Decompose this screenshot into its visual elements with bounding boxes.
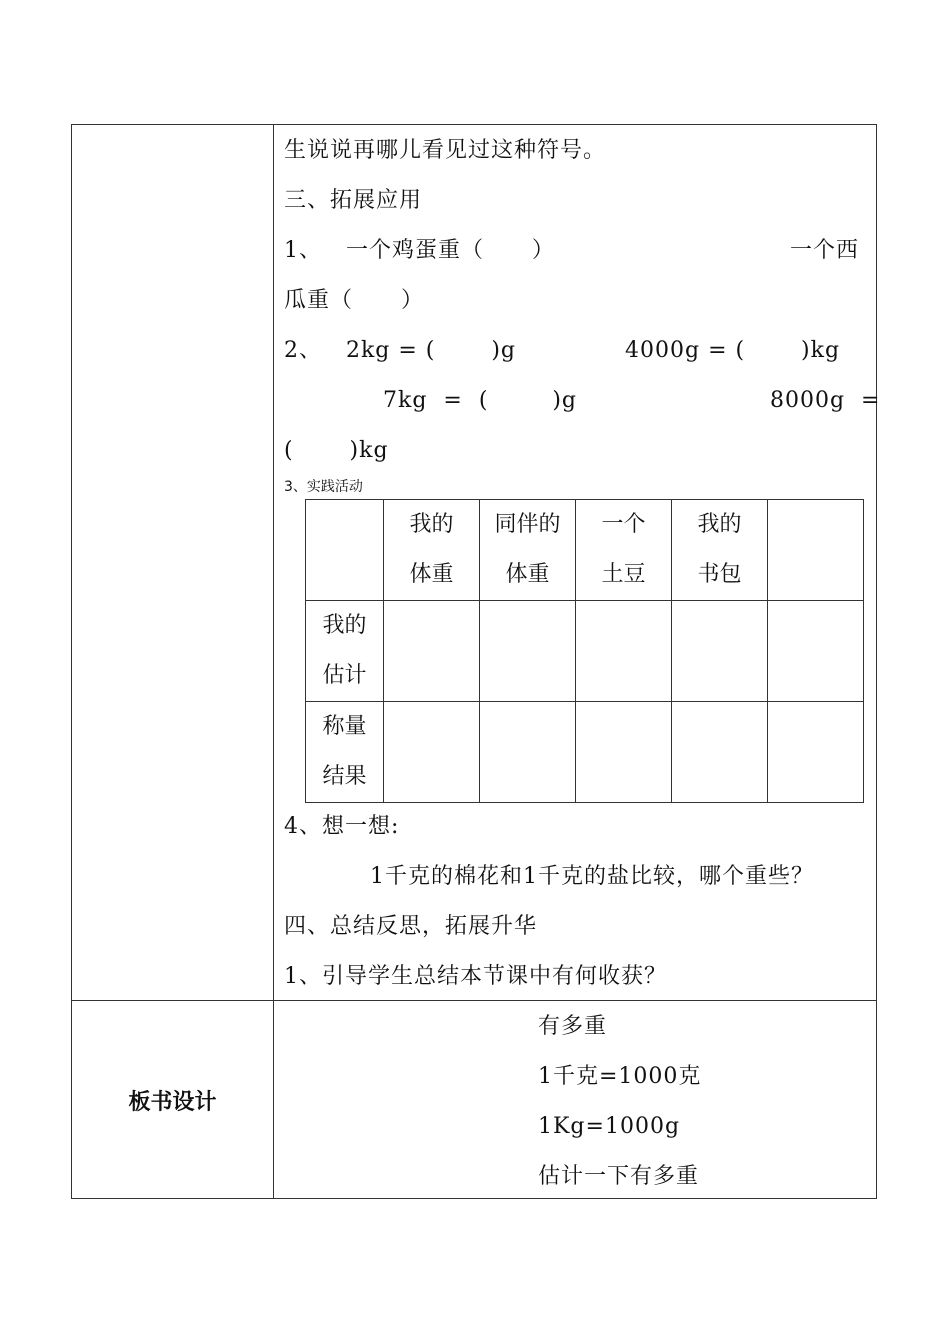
exercise-2-b: 4000g = ( )kg xyxy=(625,338,841,363)
table-header-row xyxy=(306,500,864,601)
table-cell-empty xyxy=(306,500,384,601)
table-cell xyxy=(576,601,672,702)
exercise-2-c: 7kg = ( )g xyxy=(383,388,578,413)
board-line: 1千克=1000克 xyxy=(538,1064,702,1089)
table-row-label: 称量 结果 xyxy=(306,702,384,803)
section-heading: 三、拓展应用 xyxy=(284,188,423,213)
exercise-1-watermelon: 一个西 xyxy=(790,238,860,263)
row-divider xyxy=(72,1000,876,1001)
table-header-cell: 我的 体重 xyxy=(384,500,480,601)
table-cell xyxy=(384,601,480,702)
exercise-1-egg: 1、 一个鸡蛋重（ ） xyxy=(284,238,555,263)
table-cell xyxy=(672,601,768,702)
table-cell xyxy=(576,702,672,803)
table-header-cell: 我的 书包 xyxy=(672,500,768,601)
think-heading: 4、想一想: xyxy=(284,814,400,839)
table-header-cell: 一个 土豆 xyxy=(576,500,672,601)
exercise-2-cont: ( )kg xyxy=(284,438,389,463)
exercise-2-a: 2、 2kg = ( )g xyxy=(284,338,517,363)
table-row xyxy=(306,702,864,803)
board-line: 1Kg=1000g xyxy=(538,1114,681,1139)
board-line: 估计一下有多重 xyxy=(538,1164,700,1189)
exercise-1-cont: 瓜重（ ） xyxy=(284,288,424,313)
lesson-plan-table xyxy=(71,124,881,1199)
activity-table xyxy=(305,499,864,803)
activity-heading: 3、实践活动 xyxy=(284,479,363,495)
exercise-2-d: 8000g = xyxy=(770,388,881,413)
table-header-cell xyxy=(768,500,864,601)
table-row-label: 我的 估计 xyxy=(306,601,384,702)
table-cell xyxy=(768,702,864,803)
section-heading: 四、总结反思，拓展升华 xyxy=(284,914,538,939)
table-cell xyxy=(480,702,576,803)
table-header-cell: 同伴的 体重 xyxy=(480,500,576,601)
board-line: 有多重 xyxy=(538,1014,608,1039)
table-cell xyxy=(384,702,480,803)
table-row xyxy=(306,601,864,702)
board-design-label: 板书设计 xyxy=(128,1090,217,1115)
table-cell xyxy=(768,601,864,702)
column-divider xyxy=(273,125,274,1198)
text-line: 生说说再哪儿看见过这种符号。 xyxy=(284,138,607,163)
think-question: 1千克的棉花和1千克的盐比较，哪个重些？ xyxy=(370,864,814,889)
table-cell xyxy=(480,601,576,702)
text-line: 1、引导学生总结本节课中有何收获？ xyxy=(284,964,667,989)
table-cell xyxy=(672,702,768,803)
